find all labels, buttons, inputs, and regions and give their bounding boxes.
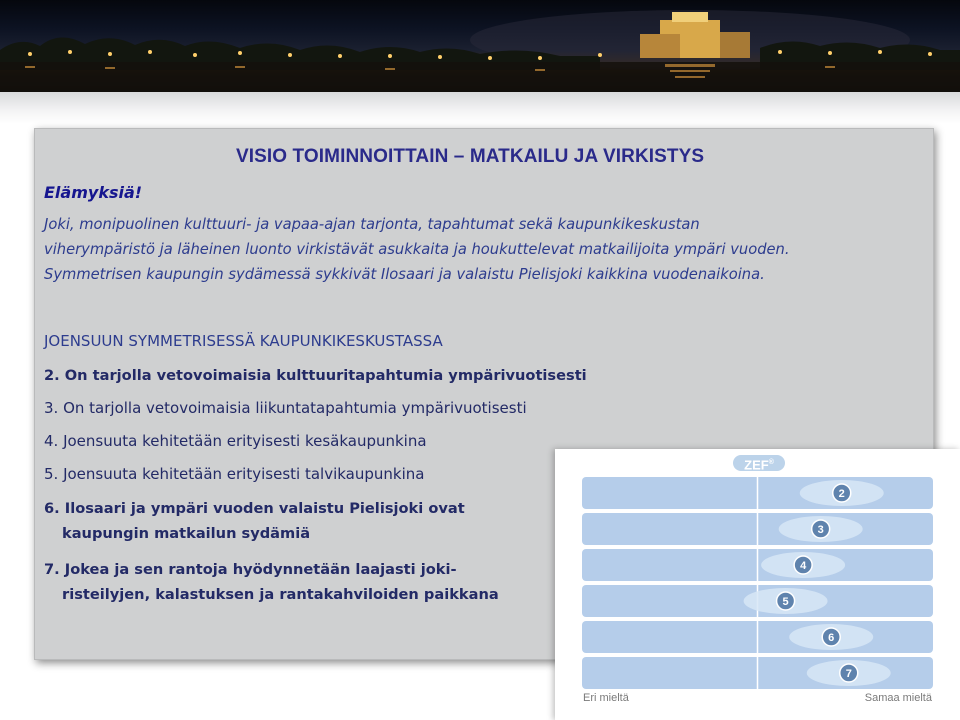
axis-label-right: Samaa mieltä <box>864 692 932 704</box>
data-point-label: 6 <box>828 632 835 644</box>
experience-heading: Elämyksiä! <box>44 183 143 202</box>
banner-fade <box>0 92 960 124</box>
night-city-skyline <box>0 0 960 92</box>
list-item: 4. Joensuuta kehitetään erityisesti kesäkaupunkina <box>44 432 427 450</box>
intro-line: viherympäristö ja läheinen luonto virkistävät asukkaita ja houkuttelevat matkailijoita ympäri vuoden. <box>44 241 790 258</box>
header-banner-image <box>0 0 960 92</box>
list-item: 2. On tarjolla vetovoimaisia kulttuuritapahtumia ympärivuotisesti <box>44 367 587 384</box>
list-item-line: kaupungin matkailun sydämiä <box>62 525 311 542</box>
list-item: 3. On tarjolla vetovoimaisia liikuntatapahtumia ympärivuotisesti <box>44 399 527 417</box>
zef-logo: ZEF® <box>733 455 785 471</box>
axis-label-left: Eri mieltä <box>583 692 629 704</box>
section-heading: JOENSUUN SYMMETRISESSÄ KAUPUNKIKESKUSTASSA <box>44 332 443 350</box>
data-point-label: 5 <box>782 596 789 608</box>
zef-chart <box>555 449 960 720</box>
list-item-line: 7. Jokea ja sen rantoja hyödynnetään laajasti joki- <box>44 561 457 578</box>
list-item <box>44 496 465 546</box>
data-point-label: 4 <box>800 560 807 572</box>
intro-line: Joki, monipuolinen kulttuuri- ja vapaa-ajan tarjonta, tapahtumat sekä kaupunkikeskustan <box>44 216 700 233</box>
slide-title: VISIO TOIMINNOITTAIN – MATKAILU JA VIRKISTYS <box>236 146 705 167</box>
list-item: 5. Joensuuta kehitetään erityisesti talvikaupunkina <box>44 465 425 483</box>
list-item <box>44 557 499 607</box>
list-item-line: risteilyjen, kalastuksen ja rantakahviloiden paikkana <box>62 586 499 603</box>
list-item-line: 6. Ilosaari ja ympäri vuoden valaistu Pielisjoki ovat <box>44 500 465 517</box>
intro-line: Symmetrisen kaupungin sydämessä sykkivät Ilosaari ja valaistu Pielisjoki kaikkina vuodenaikoina. <box>44 266 765 283</box>
zef-plot <box>555 449 960 720</box>
data-point-label: 3 <box>817 524 824 536</box>
data-point-label: 7 <box>845 668 852 680</box>
data-point-label: 2 <box>838 488 845 500</box>
intro-paragraph <box>44 212 916 287</box>
